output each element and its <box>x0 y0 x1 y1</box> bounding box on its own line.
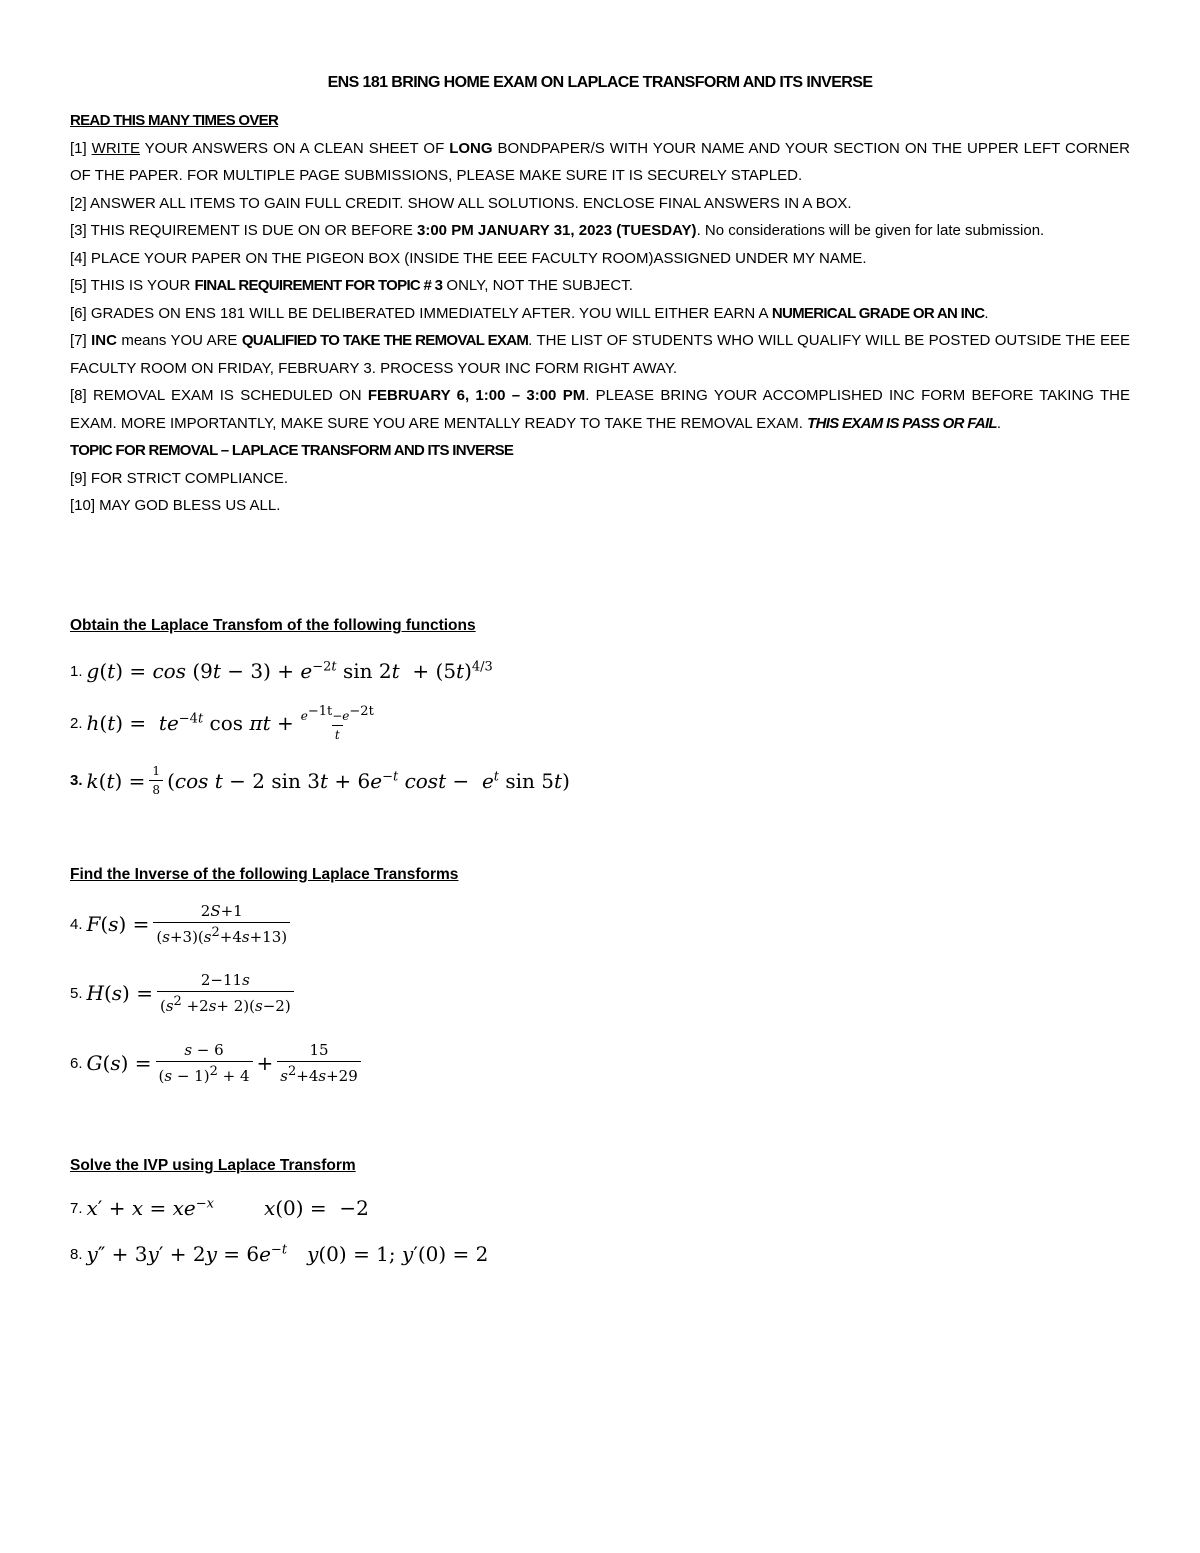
instructions-block <box>70 107 1130 520</box>
problem-3: 3. k(t) = $\frac{1}{8}$ (cos t − 2 $\sin 3t + 6e^{-t}$ $\cos t - e^t$ sin 5t) <box>70 764 570 797</box>
laplace-section-heading: Obtain the Laplace Transfom of the following functions <box>70 617 476 634</box>
instruction-7: [7] INC means YOU ARE QUALIFIED TO TAKE THE REMOVAL EXAM. THE LIST OF STUDENTS WHO WILL QUALIFY WILL BE POSTED OUTSIDE THE EEE FACULTY ROOM ON FRIDAY, FEBRUARY 3. PROCESS YOUR INC FORM RIGHT AWAY. <box>70 332 1130 377</box>
problem-8: 8. $y'' + 3y' + 2y = 6e^{-t}$ y(0) = 1; y′(0) = 2 <box>70 1242 489 1266</box>
instruction-3: [3] THIS REQUIREMENT IS DUE ON OR BEFORE 3:00 PM JANUARY 31, 2023 (TUESDAY). No considerations will be given for late submission. <box>70 222 1045 239</box>
instruction-4: [4] PLACE YOUR PAPER ON THE PIGEON BOX (INSIDE THE EEE FACULTY ROOM)ASSIGNED UNDER MY NAME. <box>70 249 867 267</box>
problem-1: 1. $g(t) = \cos (9t - 3) + e^{-2t}$ $\sin 2t + (5t)^{4/3}$ <box>70 659 493 683</box>
inverse-section-heading: Find the Inverse of the following Laplace Transforms <box>70 866 459 883</box>
instruction-8: [8] REMOVAL EXAM IS SCHEDULED ON FEBRUARY 6, 1:00 – 3:00 PM. PLEASE BRING YOUR ACCOMPLISHED INC FORM BEFORE TAKING THE EXAM. MORE IMPORTANTLY, MAKE SURE YOU ARE MENTALLY READY TO TAKE THE REMOVAL EXAM. THIS EXAM IS PASS OR FAIL. <box>70 387 1130 432</box>
instruction-5: [5] THIS IS YOUR FINAL REQUIREMENT FOR TOPIC # 3 ONLY, NOT THE SUBJECT. <box>70 277 633 294</box>
read-header: READ THIS MANY TIMES OVER <box>70 112 279 129</box>
instruction-6: [6] GRADES ON ENS 181 WILL BE DELIBERATED IMMEDIATELY AFTER. YOU WILL EITHER EARN A NUMERICAL GRADE OR AN INC. <box>70 304 989 322</box>
problem-6: 6. G(s) = $\frac{s - 6}{(s - 1)^2 + 4}$ + $\frac{15}{s^2+4s+29}$ <box>70 1041 365 1085</box>
instruction-2: [2] ANSWER ALL ITEMS TO GAIN FULL CREDIT. SHOW ALL SOLUTIONS. ENCLOSE FINAL ANSWERS IN A BOX. <box>70 194 852 212</box>
problem-4: 4. F(s) = $\frac{2S+1}{(s+3)(s^2+4s+13)}$ <box>70 902 294 946</box>
problem-2: 2. $h(t) = te^{-4t}$ cos πt + $\frac{e^{-1t}-e^{-2t}}{t}$ <box>70 704 374 742</box>
exam-title: ENS 181 BRING HOME EXAM ON LAPLACE TRANSFORM AND ITS INVERSE <box>327 74 873 91</box>
instruction-9: [9] FOR STRICT COMPLIANCE. <box>70 469 289 487</box>
exam-page <box>70 74 1130 1266</box>
instruction-10: [10] MAY GOD BLESS US ALL. <box>70 497 281 514</box>
instruction-1: [1] WRITE YOUR ANSWERS ON A CLEAN SHEET OF LONG BONDPAPER/S WITH YOUR NAME AND YOUR SECTION ON THE UPPER LEFT CORNER OF THE PAPER. FOR MULTIPLE PAGE SUBMISSIONS, PLEASE MAKE SURE IT IS SECURELY STAPLED. <box>70 139 1130 184</box>
problem-5: 5. H(s) = $\frac{2-11s}{(s^2 +2s+ 2)(s-2)}$ <box>70 971 298 1015</box>
topic-for-removal: TOPIC FOR REMOVAL – LAPLACE TRANSFORM AND ITS INVERSE <box>70 442 514 459</box>
ivp-section-heading: Solve the IVP using Laplace Transform <box>70 1157 356 1174</box>
problem-7: 7. $x' + x = xe^{-x}$ x(0) = −2 <box>70 1196 369 1220</box>
